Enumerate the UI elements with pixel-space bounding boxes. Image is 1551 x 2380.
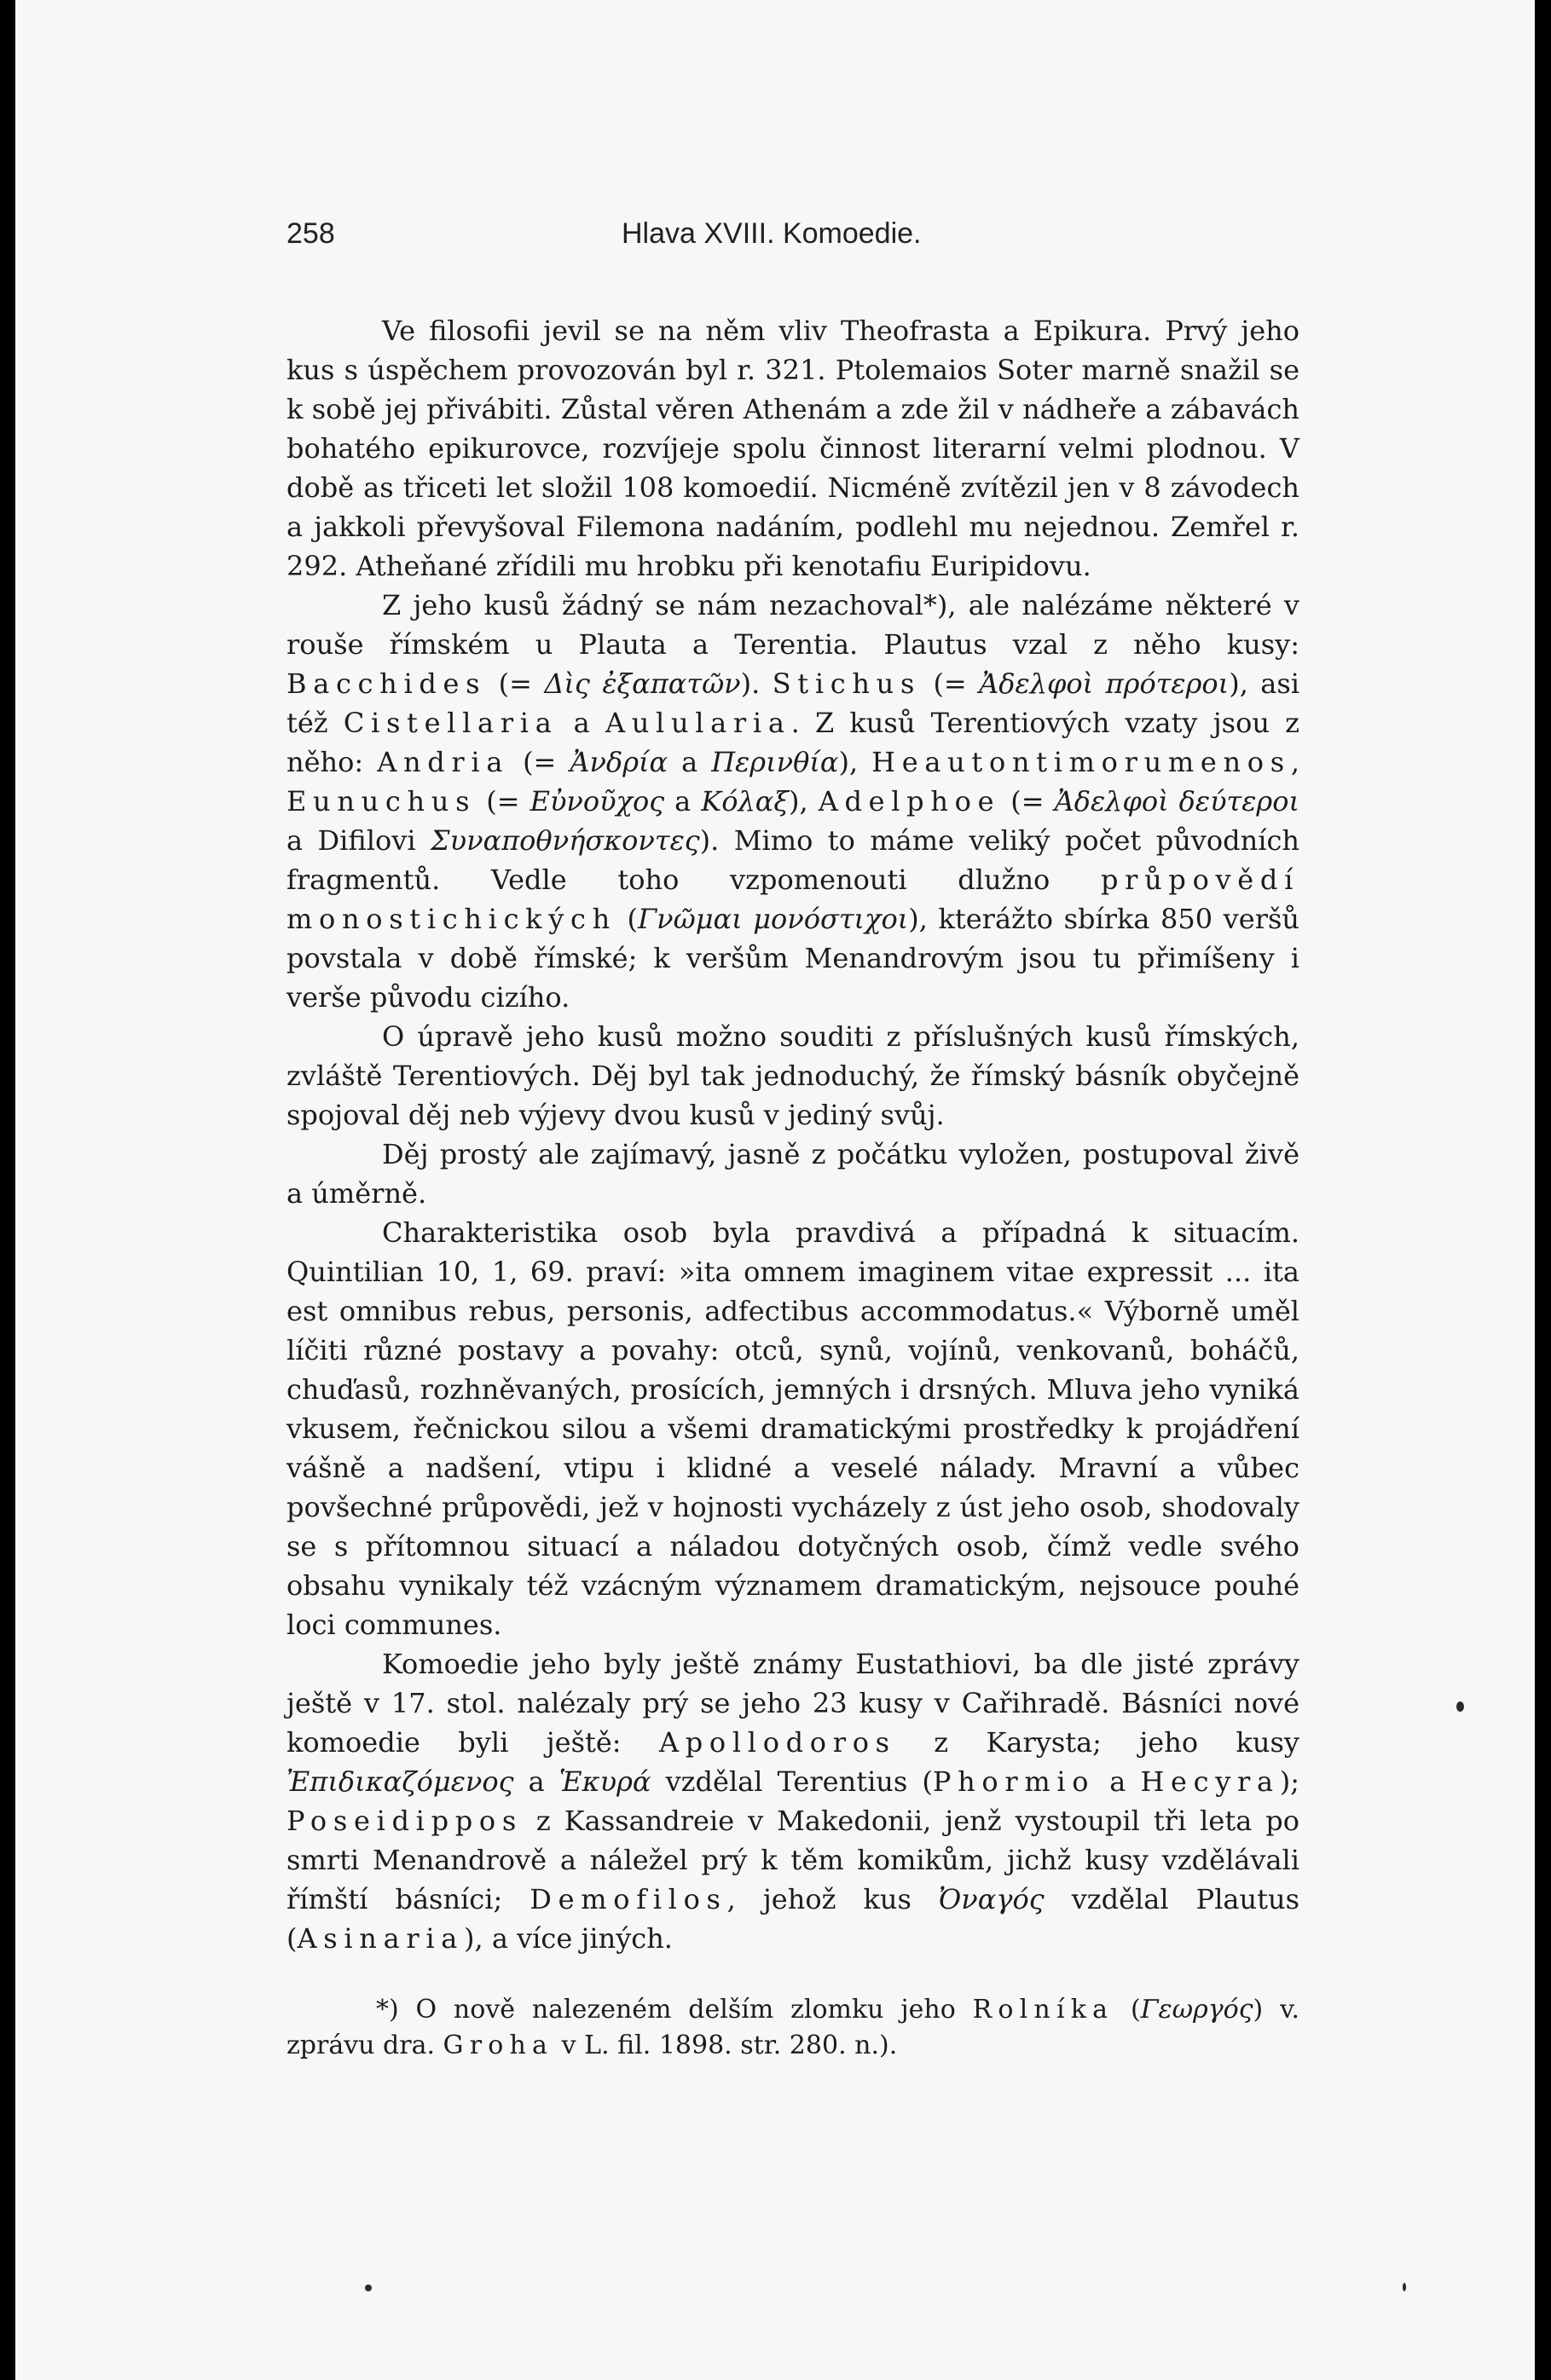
text-run: vzdělal Plautus ( (286, 1883, 1300, 1955)
greek-title: Ἀνδρία (570, 746, 668, 778)
text-run: , (1290, 746, 1300, 778)
greek-title: Κόλαξ (701, 785, 789, 817)
work-title-aulularia: Aulularia (605, 707, 791, 739)
text-run: ), asi též (286, 667, 1300, 739)
greek-title: Ἀδελφοὶ πρότεροι (979, 667, 1230, 700)
text-run: ( (1114, 1995, 1141, 2025)
text-run: v L. fil. 1898. str. 280. n.). (553, 2031, 898, 2060)
text-run: ). Mimo to máme veliký počet původních fragmentů. Vedle toho vzpomenouti dlužno (286, 824, 1300, 896)
text-run: (= (921, 667, 980, 700)
author-apollodoros: Apollodoros (658, 1726, 896, 1759)
ink-speck (365, 2285, 372, 2291)
text-run: a (558, 707, 605, 739)
work-title-andria: Andria (377, 746, 510, 778)
paragraph-1: Ve filosofii jevil se na něm vliv Theofrasta a Epikura. Prvý jeho kus s úspěchem provozován byl r. 321. Ptolemaios Soter marně snažil se k sobě jej přivábiti. Zůstal věren Athenám a zde žil v nádheře a zábavách bohatého epikurovce, rozvíjeje spolu činnost literarní velmi plodnou. V době as třiceti let složil 108 komoedií. Nicméně zvítězil jen v 8 závodech a jakkoli převyšoval Filemona nadáním, podlehl mu nejednou. Zemřel r. 292. Atheňané zřídili mu hrobku při kenotafiu Euripidovu. (286, 315, 1299, 582)
work-title-asinaria: Asinaria (297, 1922, 464, 1955)
text-run: ( (616, 903, 638, 935)
scanned-page (15, 0, 1535, 2380)
text-run: (= (476, 785, 530, 817)
work-title-eunuchus: Eunuchus (286, 785, 477, 817)
text-run: (= (486, 667, 545, 700)
ink-speck (1403, 2283, 1406, 2291)
greek-title: Δὶς ἐξαπατῶν (544, 667, 741, 700)
work-title-bacchides: Bacchides (286, 667, 487, 700)
work-title-phormio: Phormio (932, 1765, 1096, 1798)
text-run: ), a více jiných. (464, 1922, 673, 1955)
work-title-hecyra: Hecyra (1140, 1765, 1280, 1798)
text-run: . Z kusů Terentiových vzaty jsou z něho: (286, 707, 1300, 778)
author-groha: Groha (443, 2031, 554, 2060)
spaced-term: průpovědí monostichických (286, 864, 1299, 935)
text-run: (= (509, 746, 570, 778)
greek-title: Εὐνοῦχος (530, 785, 665, 817)
work-title-cistellaria: Cistellaria (343, 707, 558, 739)
greek-title: Γνῶμαι μονόστιχοι (637, 903, 909, 935)
paragraph-3: O úpravě jeho kusů možno souditi z příslušných kusů římských, zvláště Terentiových. Děj byl tak jednoduchý, že římský básník obyčejně spojoval děj neb výjevy dvou kusů v jediný svůj. (286, 1020, 1299, 1131)
author-demofilos: Demofilos (530, 1883, 727, 1915)
text-run: ); (1279, 1765, 1300, 1798)
text-run: ), (838, 746, 872, 778)
text-run: (= (1000, 785, 1055, 817)
paragraph-6 (286, 1644, 1299, 1958)
text-run: a Difilovi (286, 824, 431, 857)
author-poseidippos: Poseidippos (286, 1805, 523, 1837)
greek-title: Ἀδελφοὶ δεύτεροι (1054, 785, 1300, 817)
greek-title: Περινθία (711, 746, 839, 778)
work-title-heautontimorumenos: Heautontimorumenos (871, 746, 1291, 778)
work-title-stichus: Stichus (772, 667, 922, 700)
text-run: z Karysta; jeho kusy (895, 1726, 1299, 1759)
running-head (286, 217, 1299, 269)
ink-speck (1456, 1701, 1464, 1712)
text-run: a (1095, 1765, 1141, 1798)
greek-title: Ἑκυρά (558, 1765, 651, 1798)
text-run: z Kassandreie v Makedonii, jenž vystoupil tři leta po smrti Menandrově a náležel prý k těm komikům, jichž kusy vzdělávali římští básníci; (286, 1805, 1299, 1915)
page-number: 258 (286, 217, 335, 250)
paragraph-4: Děj prostý ale zajímavý, jasně z počátku vyložen, postupoval živě a úměrně. (286, 1138, 1299, 1210)
text-run: ) v. zprávu dra. (286, 1995, 1299, 2060)
text-run: ). (740, 667, 773, 700)
text-run: ), kterážto sbírka 850 veršů povstala v době římské; k veršům Menandrovým jsou tu přimíšeny i verše původu cizího. (286, 903, 1300, 1014)
text-run: vzdělal Terentius ( (651, 1765, 933, 1798)
greek-title: Ὀναγός (939, 1883, 1045, 1915)
greek-title: Ἐπιδικαζόμενος (286, 1765, 514, 1798)
text-run: Z jeho kusů žádný se nám nezachoval*), ale nalézáme některé v rouše římském u Plauta a Terentia. Plautus vzal z něho kusy: (286, 589, 1299, 661)
chapter-title: Hlava XVIII. Komoedie. (622, 217, 922, 250)
text-run: ), (788, 785, 819, 817)
work-title-rolnika: Rolníka (972, 1995, 1114, 2025)
footnote (286, 1992, 1299, 2064)
text-run: a (668, 746, 712, 778)
paragraph-2 (286, 586, 1299, 1017)
text-run: a (664, 785, 702, 817)
greek-title: Γεωργός (1140, 1995, 1253, 2025)
paragraph-5: Charakteristika osob byla pravdivá a případná k situacím. Quintilian 10, 1, 69. praví: »ita omnem imaginem vitae expressit ... ita est omnibus rebus, personis, adfectibus accommodatus.« Výborně uměl líčiti různé postavy a povahy: otců, synů, vojínů, venkovanů, boháčů, chuďasů, rozhněvaných, prosících, jemných i drsných. Mluva jeho vyniká vkusem, řečnickou silou a všemi dramatickými prostředky k projádření vášně a nadšení, vtipu i klidné a veselé nálady. Mravní a vůbec povšechné průpovědi, jež v hojnosti vycházely z úst jeho osob, shodovaly se s přítomnou situací a náladou dotyčných osob, čímž vedle svého obsahu vynikaly též vzácným významem dramatickým, nejsouce pouhé loci communes. (286, 1216, 1299, 1641)
greek-title: Συναποθνήσκοντες (430, 824, 700, 857)
body-text (286, 311, 1299, 1958)
text-run: a (513, 1765, 559, 1798)
text-run: *) O nově nalezeném delším zlomku jeho (376, 1995, 973, 2025)
text-run: Komoedie jeho byly ještě známy Eustathiovi, ba dle jisté zprávy ještě v 17. stol. nalézaly prý se jeho 23 kusy v Cařihradě. Básníci nové komoedie byli ještě: (286, 1648, 1299, 1759)
text-run: , jehož kus (726, 1883, 940, 1915)
page-content (286, 217, 1299, 2064)
work-title-adelphoe: Adelphoe (818, 785, 1001, 817)
